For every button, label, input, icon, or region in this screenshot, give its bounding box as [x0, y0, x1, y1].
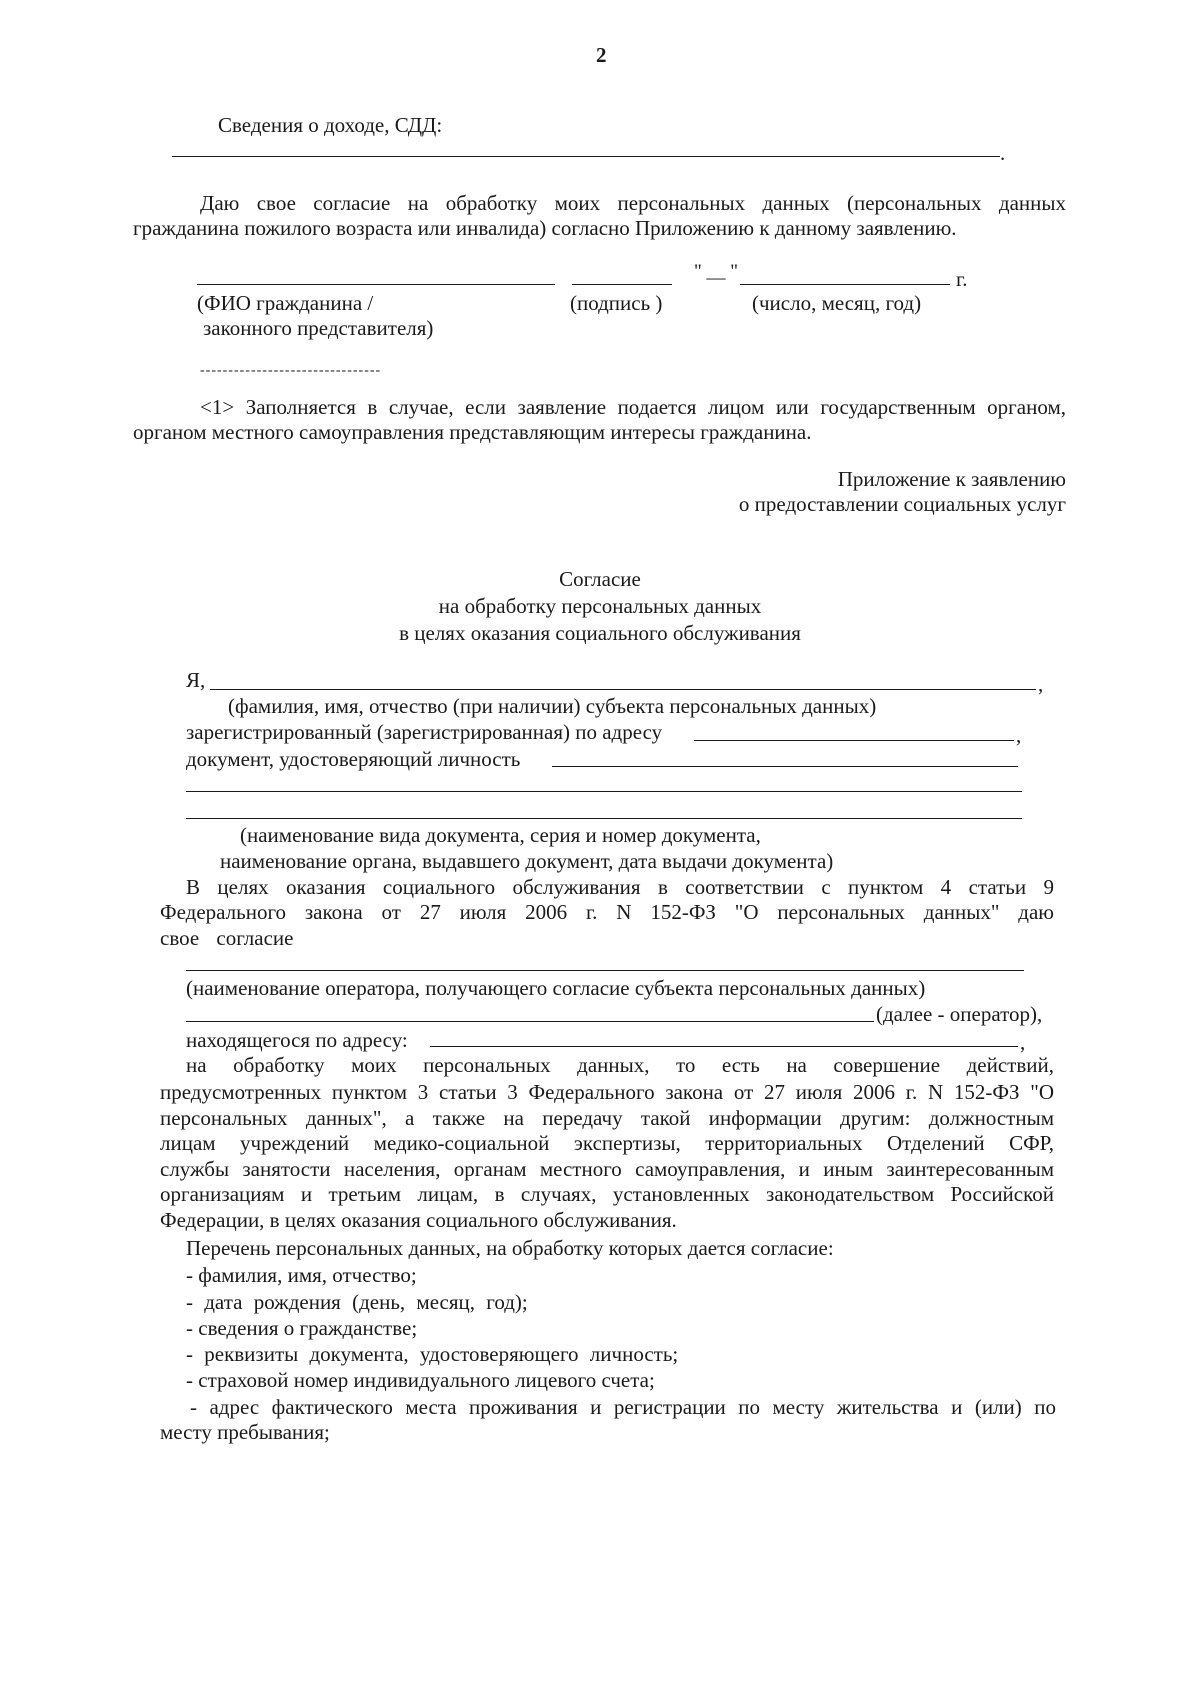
subject-name-comma: ,: [1038, 672, 1044, 696]
income-end-dot: .: [1000, 141, 1006, 165]
subject-name-caption: (фамилия, имя, отчество (при наличии) субъекта персональных данных): [228, 694, 877, 718]
list-item-continuation: месту пребывания;: [160, 1420, 330, 1444]
processing-line-3: персональных данных", а также на передачу такой информации другим: должностным: [160, 1106, 1054, 1130]
consent-subtitle-1: на обработку персональных данных: [438, 594, 762, 618]
registered-address-line[interactable]: [694, 740, 1014, 741]
purpose-line-1: В целях оказания социального обслуживания в соответствии с пунктом 4 статьи 9: [186, 875, 1054, 899]
subject-name-line[interactable]: [210, 689, 1036, 690]
signature-field-line[interactable]: [572, 284, 672, 285]
operator-further: (далее - оператор),: [876, 1002, 1043, 1026]
appendix-line-1: Приложение к заявлению: [837, 467, 1066, 491]
footnote-line-1: <1> Заполняется в случае, если заявление подается лицом или государственным органом,: [200, 395, 1066, 419]
list-item: - фамилия, имя, отчество;: [186, 1263, 417, 1287]
list-title: Перечень персональных данных, на обработку которых дается согласие:: [186, 1236, 834, 1260]
consent-title: Согласие: [559, 567, 641, 591]
list-item: - сведения о гражданстве;: [186, 1316, 418, 1340]
operator-located-label: находящегося по адресу:: [186, 1028, 408, 1052]
ya-label: Я,: [186, 668, 206, 692]
registered-label: зарегистрированный (зарегистрированная) по адресу: [186, 720, 663, 744]
list-item: - страховой номер индивидуального лицевого счета;: [186, 1368, 655, 1392]
appendix-line-2: о предоставлении социальных услуг: [738, 492, 1066, 516]
purpose-line-2: Федерального закона от 27 июля 2006 г. N 152-ФЗ "О персональных данных" даю: [160, 900, 1054, 924]
date-day-quotes: " __ ": [694, 261, 739, 282]
consent-intro-line-1: Даю свое согласие на обработку моих персональных данных (персональных данных: [200, 191, 1066, 215]
year-suffix: г.: [956, 267, 968, 291]
signature-caption: (подпись ): [570, 291, 663, 315]
date-caption: (число, месяц, год): [752, 291, 922, 315]
operator-name-line[interactable]: [186, 970, 1024, 971]
processing-line-7: Федерации, в целях оказания социального обслуживания.: [160, 1208, 677, 1232]
date-field-line[interactable]: [740, 284, 950, 285]
page-number: 2: [596, 43, 607, 67]
fio-field-line[interactable]: [197, 284, 555, 285]
income-label: Сведения о доходе, СДД:: [218, 113, 443, 137]
consent-intro-line-2: гражданина пожилого возраста или инвалида) согласно Приложению к данному заявлению.: [133, 216, 957, 240]
document-label: документ, удостоверяющий личность: [186, 747, 521, 771]
list-item: - дата рождения (день, месяц, год);: [186, 1290, 528, 1314]
operator-name-line-2[interactable]: [186, 1021, 874, 1022]
income-field-line[interactable]: [172, 156, 1000, 157]
operator-caption: (наименование оператора, получающего согласие субъекта персональных данных): [186, 976, 926, 1000]
fio-caption-1: (ФИО гражданина /: [197, 291, 374, 315]
operator-address-comma: ,: [1020, 1030, 1026, 1054]
operator-address-line[interactable]: [430, 1046, 1018, 1047]
consent-subtitle-2: в целях оказания социального обслуживания: [399, 621, 801, 645]
processing-line-6: организациям и третьим лицам, в случаях, установленных законодательством Российской: [160, 1182, 1054, 1206]
list-item: - реквизиты документа, удостоверяющего личность;: [186, 1342, 679, 1366]
footnote-line-2: органом местного самоуправления представляющим интересы гражданина.: [133, 420, 812, 444]
document-field-line-2[interactable]: [186, 791, 1022, 792]
document-field-line[interactable]: [552, 766, 1018, 767]
document-caption-1: (наименование вида документа, серия и номер документа,: [240, 823, 761, 847]
fio-caption-2: законного представителя): [203, 316, 434, 340]
document-caption-2: наименование органа, выдавшего документ, дата выдачи документа): [220, 849, 834, 873]
purpose-line-3: свое согласие: [160, 926, 294, 950]
registered-comma: ,: [1016, 723, 1022, 747]
document-field-line-3[interactable]: [186, 818, 1022, 819]
processing-line-1: на обработку моих персональных данных, то есть на совершение действий,: [186, 1053, 1054, 1077]
processing-line-5: службы занятости населения, органам местного самоуправления, и иным заинтересованным: [160, 1157, 1054, 1181]
footnote-separator: --------------------------------: [200, 363, 382, 378]
list-item: - адрес фактического места проживания и регистрации по месту жительства и (или) по: [190, 1395, 1056, 1419]
processing-line-2: предусмотренных пунктом 3 статьи 3 Федерального закона от 27 июля 2006 г. N 152-ФЗ "О: [160, 1080, 1054, 1104]
processing-line-4: лицам учреждений медико-социальной экспертизы, территориальных Отделений СФР,: [160, 1131, 1054, 1155]
